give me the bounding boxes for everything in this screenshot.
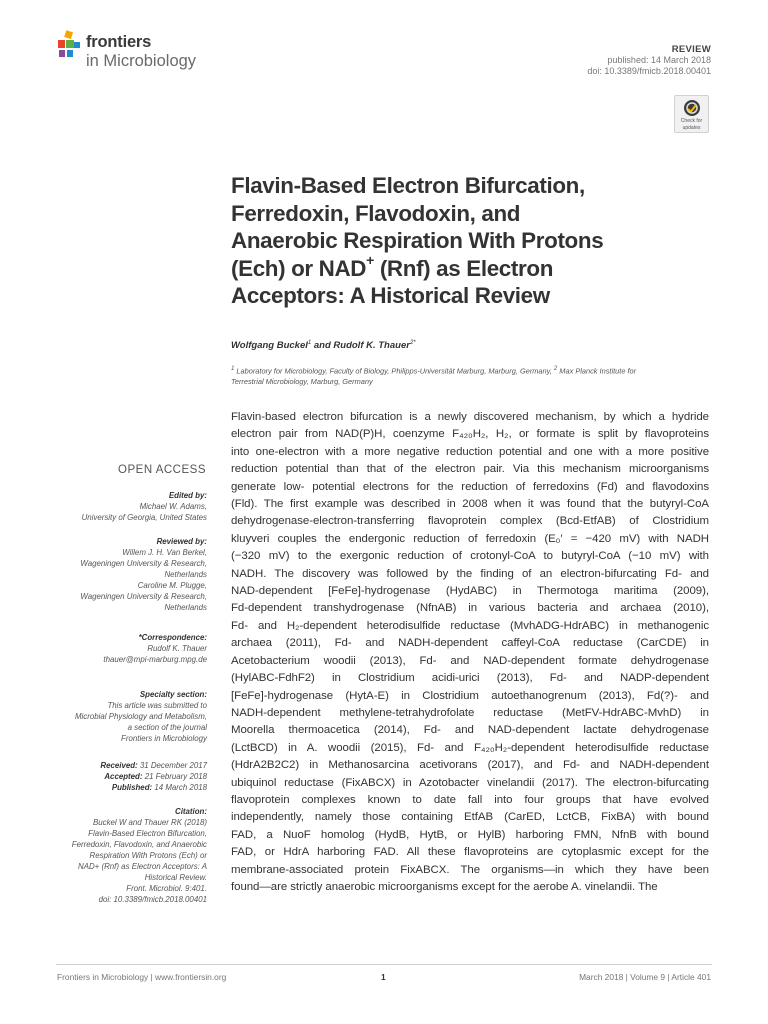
citation-line: Buckel W and Thauer RK (2018) <box>92 818 207 827</box>
abstract-line: ubiquinol reductase (FixABCX) in Azotobacter vinelandii (2017). The electron-bifurcating <box>231 776 709 789</box>
abstract-line: into one-electron with a more negative reduction potential and one with a more positive <box>231 445 709 458</box>
author-name[interactable]: Wolfgang Buckel <box>231 340 308 352</box>
abstract-line: reduction potential than that of the electron pair. Via this mechanism microorganisms <box>231 463 709 476</box>
abstract-line: (HylABC-FdhF2) in Clostridium acidi-urici (2013), Fd- and NADP-dependent <box>231 672 709 685</box>
citation-section <box>60 806 207 905</box>
title-line: Acceptors: A Historical Review <box>231 283 550 308</box>
abstract <box>231 409 709 896</box>
abstract-line: (HdrA2B2C2) in Methanosarcina acetivorans (2017), and Fd- and NADH-dependent <box>231 759 709 772</box>
article-title <box>231 172 711 310</box>
article-header-meta <box>587 44 711 77</box>
editor-line: University of Georgia, United States <box>81 513 207 522</box>
correspondence-section <box>60 632 207 665</box>
abstract-line: (Fld). The first example was described in 2008 when it was found that the butyryl-CoA <box>231 498 709 511</box>
received-label: Received: <box>100 761 138 770</box>
abstract-line: (−320 mV) to the exergonic reduction of crotonyl-CoA to butyryl-CoA (−10 mV) with <box>231 550 709 563</box>
title-line: Flavin-Based Electron Bifurcation, <box>231 173 585 198</box>
citation-heading: Citation: <box>175 807 207 816</box>
affil-text: Laboratory for Microbiology, Faculty of Biology, Philipps-Universität Marburg, Marburg, Germany, <box>234 366 554 376</box>
open-access-label: OPEN ACCESS <box>118 464 206 476</box>
citation-line: NAD+ (Rnf) as Electron Acceptors: A <box>78 862 207 871</box>
author-list <box>231 340 416 351</box>
abstract-line: kluyveri couples the endergonic reduction of ferredoxin (E₀′ = −420 mV) with NADH <box>231 532 709 545</box>
footer-issue-info: March 2018 | Volume 9 | Article 401 <box>579 972 711 982</box>
check-updates-label-1: Check for <box>680 118 703 124</box>
accepted-value: 21 February 2018 <box>142 772 207 781</box>
published-label: Published: <box>111 783 153 792</box>
affil-sup: 1 <box>231 366 235 372</box>
affiliations <box>231 364 711 387</box>
title-line: (Rnf) as Electron <box>373 255 554 281</box>
correspondence-email[interactable]: thauer@mpi-marburg.mpg.de <box>103 655 207 664</box>
journal-subtitle: in Microbiology <box>86 51 197 70</box>
check-updates-label-2: updates <box>682 125 701 131</box>
title-line: (Ech) or NAD <box>231 255 367 281</box>
edited-by-section <box>60 490 207 523</box>
abstract-line: Moorella thermoacetica (2014), Fd- and NAD-dependent lactate dehydrogenase <box>231 724 709 737</box>
reviewer-line: Caroline M. Plugge, <box>137 581 207 590</box>
citation-line: Ferredoxin, Flavodoxin, and Anaerobic <box>71 840 207 849</box>
reviewer-line: Wageningen University & Research, <box>80 592 207 601</box>
affil-sup: 2 <box>553 366 558 372</box>
specialty-line: Frontiers in Microbiology <box>121 734 207 743</box>
reviewed-by-heading: Reviewed by: <box>156 537 207 546</box>
citation-line: Front. Microbiol. 9:401. <box>126 884 207 893</box>
abstract-line: NADH-dependent methylene-tetrahydrofolate reductase (MetFV-HdrABC-MvhD) in <box>231 706 709 719</box>
citation-line: Flavin-Based Electron Bifurcation, <box>88 829 207 838</box>
check-for-updates-button[interactable] <box>674 95 709 133</box>
citation-doi[interactable]: doi: 10.3389/fmicb.2018.00401 <box>98 895 207 904</box>
title-superscript: + <box>366 252 374 269</box>
abstract-line: Acetobacterium woodii (2013), Fd- and NAD-dependent formate dehydrogenase <box>231 654 709 667</box>
citation-line: Respiration With Protons (Ech) or <box>89 851 207 860</box>
specialty-section <box>60 689 207 744</box>
edited-by-heading: Edited by: <box>168 491 207 500</box>
article-doi[interactable]: doi: 10.3389/fmicb.2018.00401 <box>587 66 711 76</box>
reviewed-by-section <box>60 536 207 613</box>
abstract-line: NADH. The discovery was followed by the finding of an electron-bifurcating Fd- and <box>231 567 709 580</box>
abstract-line: generate low- potential electrons for the reduction of ferredoxins (Fd) and flavodoxins <box>231 480 709 493</box>
correspondence-heading: *Correspondence: <box>138 633 207 642</box>
title-line: Anaerobic Respiration With Protons <box>231 228 604 253</box>
published-date: published: 14 March 2018 <box>607 55 711 65</box>
author-affil-sup: 2* <box>409 340 416 346</box>
abstract-line: NAD-dependent [FeFe]-hydrogenase (HydABC) in Thermotoga maritima (2009), <box>231 585 709 598</box>
abstract-line: FAD, a NuoF homolog (HydB, HytB, or HylB) harboring FMN, NfnB with bound <box>231 828 709 841</box>
abstract-line: electron pair from NAD(P)H, coenzyme F₄₂₀H₂, H₂, or formate is split by flavoproteins <box>231 428 709 441</box>
abstract-line: membrane-associated protein FixABCX. The organisms—in which they have been <box>231 863 709 876</box>
journal-brand: frontiers <box>86 33 152 51</box>
abstract-line: found—are strictly anaerobic microorganisms except for the aerobe A. vinelandii. The <box>231 880 658 893</box>
frontiers-logo-icon[interactable] <box>56 30 82 66</box>
abstract-line: [FeFe]-hydrogenase (HytA-E) in Clostridium autoethanogrenum (2013), Fd(?)- and <box>231 689 709 702</box>
check-for-updates-icon <box>683 99 701 117</box>
abstract-line: flavoprotein complexes known to date fall into four groups that have evolved <box>231 793 709 806</box>
author-connector: and <box>311 340 334 352</box>
abstract-line: FAD, or HdrA harboring FAD. All these flavoproteins are cytoplasmic except for the <box>231 846 709 859</box>
abstract-line: independently, namely those containing EtfAB (CarED, LctCB, FixBA) with bound <box>231 811 709 824</box>
citation-line: Historical Review. <box>144 873 207 882</box>
published-date-sidebar <box>60 782 207 793</box>
author-affil-sup: 1 <box>307 340 312 346</box>
accepted-date <box>60 771 207 782</box>
abstract-line: archaea (2011), Fd- and NADH-dependent caffeyl-CoA reductase (CarCDE) in <box>231 637 709 650</box>
abstract-line: dehydrogenase-electron-transferring flavoprotein complex (Bcd-EtfAB) of Clostridium <box>231 515 709 528</box>
abstract-line: (LctBCD) in A. woodii (2015), Fd- and F₄₂₀H₂-dependent heterodisulfide reductase <box>231 741 709 754</box>
reviewer-line: Netherlands <box>164 603 207 612</box>
published-value: 14 March 2018 <box>152 783 207 792</box>
editor-line: Michael W. Adams, <box>139 502 207 511</box>
abstract-line: Fd- and H₂-dependent heterodisulfide reductase (MvhADG-HdrABC) in methanogenic <box>231 619 709 632</box>
title-line: Ferredoxin, Flavodoxin, and <box>231 200 521 226</box>
reviewer-line: Netherlands <box>164 570 207 579</box>
reviewer-line: Willem J. H. Van Berkel, <box>122 548 207 557</box>
reviewer-line: Wageningen University & Research, <box>80 559 207 568</box>
affil-text: Terrestrial Microbiology, Marburg, Germany <box>231 377 373 387</box>
article-type: REVIEW <box>671 44 711 55</box>
received-value: 31 December 2017 <box>137 761 207 770</box>
correspondence-name: Rudolf K. Thauer <box>147 644 207 653</box>
received-date <box>60 760 207 771</box>
abstract-line: Fd-dependent transhydrogenase (NfnAB) in various bacteria and archaea (2010), <box>231 602 709 615</box>
specialty-line: Microbial Physiology and Metabolism, <box>74 712 207 721</box>
affil-text: Max Planck Institute for <box>557 366 637 376</box>
accepted-label: Accepted: <box>104 772 143 781</box>
journal-title <box>86 34 196 69</box>
dates-section <box>60 760 207 793</box>
specialty-line: a section of the journal <box>127 723 207 732</box>
specialty-heading: Specialty section: <box>139 690 207 699</box>
abstract-line: Flavin-based electron bifurcation is a newly discovered mechanism, by which a hydride <box>231 411 709 423</box>
page-number: 1 <box>381 972 386 982</box>
footer-divider <box>56 964 712 965</box>
specialty-line: This article was submitted to <box>107 701 207 710</box>
author-name[interactable]: Rudolf K. Thauer <box>333 340 410 352</box>
footer-journal-link[interactable]: Frontiers in Microbiology | www.frontiersin.org <box>57 972 227 982</box>
